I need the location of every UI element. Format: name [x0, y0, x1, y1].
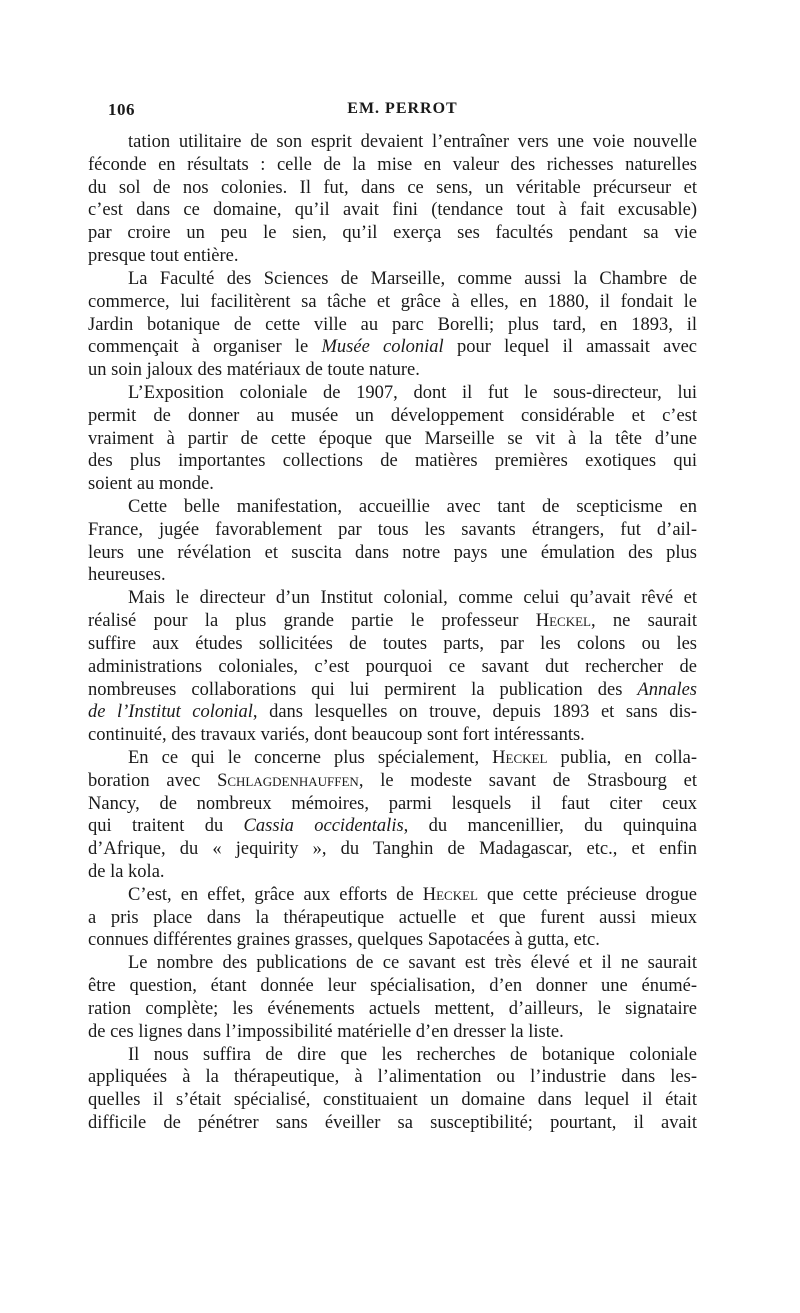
text-line: a pris place dans la thérapeutique actuelle et que furent aussi mieux — [88, 907, 697, 928]
paragraph — [88, 1044, 697, 1135]
person-name: Heckel — [492, 747, 548, 768]
text-line — [88, 610, 697, 633]
text-line: continuité, des travaux variés, dont beaucoup sont fort intéressants. — [88, 725, 585, 746]
text-run: réalisé pour la plus grande partie le professeur — [88, 611, 536, 632]
text-run: qui traitent du — [88, 816, 244, 837]
italic-title: de l’Institut colonial — [88, 702, 253, 723]
text-line: France, jugée favorablement par tous les savants étrangers, fut d’ail- — [88, 519, 697, 540]
text-line: Jardin botanique de cette ville au parc Borelli; plus tard, en 1893, il — [88, 314, 697, 335]
text-line: administrations coloniales, c’est pourquoi ce savant dut rechercher de — [88, 656, 697, 677]
text-line: par croire un peu le sien, qu’il exerça ses facultés pendant sa vie — [88, 223, 697, 244]
body-text — [88, 131, 698, 1135]
text-line: Cette belle manifestation, accueillie avec tant de scepticisme en — [128, 497, 697, 517]
text-line: heureuses. — [88, 565, 166, 586]
text-run: , dans lesquelles on trouve, depuis 1893 et sans dis- — [252, 702, 698, 723]
text-line: de la kola. — [88, 862, 165, 882]
text-run: C’est, en effet, grâce aux efforts de — [128, 884, 423, 905]
text-line: difficile de pénétrer sans éveiller sa susceptibilité; pourtant, il avait — [88, 1112, 697, 1133]
text-line: être question, étant donnée leur spécialisation, d’en donner une énumé- — [88, 976, 697, 997]
text-line: féconde en résultats : celle de la mise en valeur des richesses naturelles — [88, 154, 697, 175]
text-run: , le modeste savant de Strasbourg et — [358, 770, 697, 791]
paragraph — [88, 131, 697, 268]
text-line — [88, 815, 697, 838]
paragraph — [88, 268, 697, 382]
text-line: connues différentes graines grasses, quelques Sapotacées à gutta, etc. — [88, 930, 600, 951]
text-line: quelles il s’était spécialisé, constituaient un domaine dans lequel il était — [88, 1090, 697, 1111]
text-line: leurs une révélation et suscita dans notre pays une émulation des plus — [88, 542, 697, 563]
text-run: commençait à organiser le — [88, 337, 322, 358]
text-line: suffire aux études sollicitées de toutes parts, par les colons ou les — [88, 633, 697, 654]
paragraph — [88, 496, 697, 587]
text-line: du sol de nos colonies. Il fut, dans ce sens, un véritable précurseur et — [88, 177, 697, 198]
paragraph — [88, 884, 697, 952]
running-head: EM. PERROT — [347, 100, 458, 117]
text-line — [108, 884, 697, 907]
text-run: que cette précieuse drogue — [478, 884, 697, 905]
text-run: En ce qui le concerne plus spécialement, — [128, 747, 493, 768]
text-line: un soin jaloux des matériaux de toute nature. — [88, 360, 420, 381]
person-name: Schlagdenhauffen — [217, 770, 359, 791]
text-line: d’Afrique, du « jequirity », du Tanghin de Madagascar, etc., et enfin — [88, 839, 697, 860]
paragraph — [88, 587, 698, 747]
text-line: Il nous suffira de dire que les recherches de botanique coloniale — [128, 1044, 697, 1065]
text-line: L’Exposition coloniale de 1907, dont il fut le sous-directeur, lui — [128, 382, 697, 403]
page-header — [108, 100, 697, 122]
paragraph — [88, 382, 697, 496]
text-line — [88, 336, 697, 359]
text-line: vraiment à partir de cette époque que Marseille se vit à la tête d’une — [88, 428, 697, 449]
paragraph — [88, 747, 697, 884]
page-number: 106 — [108, 100, 135, 119]
text-line: Mais le directeur d’un Institut colonial, comme celui qu’avait rêvé et — [128, 588, 697, 609]
text-line: presque tout entière. — [88, 246, 239, 267]
person-name: Heckel — [535, 611, 591, 632]
paragraph — [88, 952, 697, 1043]
text-line — [88, 770, 697, 793]
text-line: tation utilitaire de son esprit devaient l’entraîner vers une voie nouvelle — [128, 132, 697, 152]
text-line: ration complète; les événements actuels mettent, d’ailleurs, le signataire — [88, 998, 697, 1019]
text-line: c’est dans ce domaine, qu’il avait fini (tendance tout à fait excusable) — [88, 200, 697, 221]
text-line: des plus importantes collections de matières premières exotiques qui — [88, 451, 697, 472]
text-line: de ces lignes dans l’impossibilité matérielle d’en dresser la liste. — [88, 1021, 564, 1042]
text-line: commerce, lui facilitèrent sa tâche et grâce à elles, en 1880, il fondait le — [88, 291, 697, 312]
italic-title: Musée colonial — [321, 337, 444, 358]
text-line: Le nombre des publications de ce savant est très élevé et il ne saurait — [128, 953, 697, 974]
person-name: Heckel — [422, 884, 478, 905]
text-run: publia, en colla- — [547, 747, 697, 768]
text-run: pour lequel il amassait avec — [443, 337, 697, 358]
text-line — [88, 679, 697, 702]
text-line — [88, 701, 698, 724]
text-line: appliquées à la thérapeutique, à l’alimentation ou l’industrie dans les- — [88, 1067, 697, 1088]
text-line: Nancy, de nombreux mémoires, parmi lesquels il faut citer ceux — [88, 793, 697, 814]
text-line: permit de donner au musée un développement considérable et c’est — [88, 405, 697, 426]
italic-title: Annales — [637, 679, 697, 700]
italic-title: Cassia occidentalis — [243, 816, 404, 837]
text-run: , ne saurait — [590, 611, 697, 632]
text-run: nombreuses collaborations qui lui permirent la publication des — [88, 679, 638, 700]
text-line: soient au monde. — [88, 474, 214, 495]
text-line: La Faculté des Sciences de Marseille, comme aussi la Chambre de — [128, 268, 697, 289]
text-line — [108, 747, 697, 770]
text-run: , du mancenillier, du quinquina — [403, 816, 697, 837]
text-run: boration avec — [88, 770, 218, 791]
